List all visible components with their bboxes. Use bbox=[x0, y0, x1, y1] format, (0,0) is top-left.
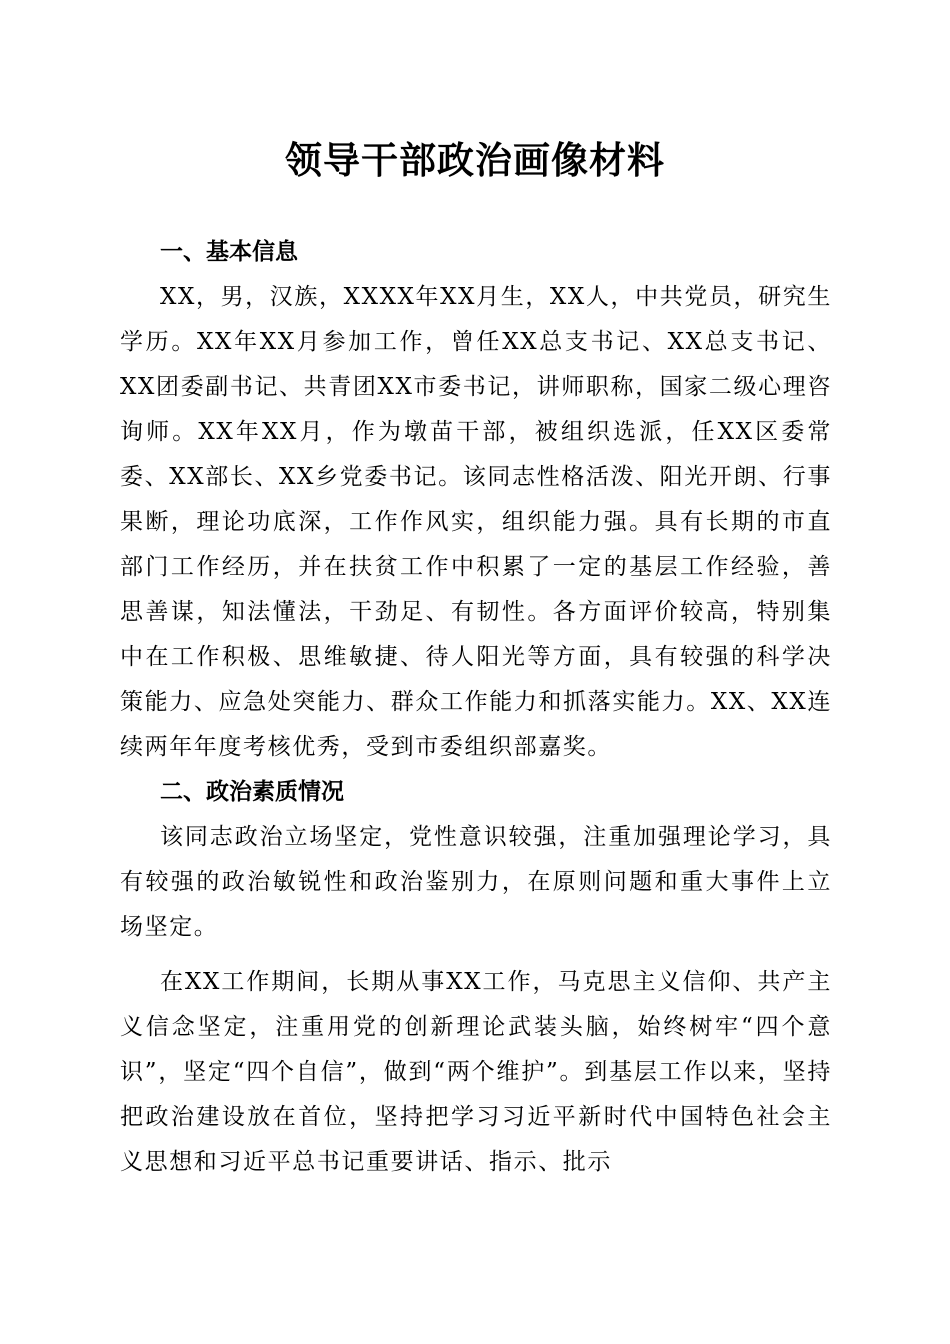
section-heading-political-quality: 二、政治素质情况 bbox=[160, 779, 344, 805]
paragraph-political-stance: 该同志政治立场坚定，党性意识较强，注重加强理论学习，具有较强的政治敏锐性和政治鉴别力，在原则问题和重大事件上立场坚定。 bbox=[120, 824, 832, 940]
paragraph-spacer bbox=[120, 950, 832, 960]
section-heading-basic-info: 一、基本信息 bbox=[160, 239, 298, 265]
paragraph-work-history: 在XX工作期间，长期从事XX工作，马克思主义信仰、共产主义信念坚定，注重用党的创新理论武装头脑，始终树牢“四个意识”，坚定“四个自信”，做到“两个维护”。到基层工作以来，坚持把政治建设放在首位，坚持把学习习近平新时代中国特色社会主义思想和习近平总书记重要讲话、指示、批示 bbox=[120, 969, 832, 1175]
paragraph-basic-info: XX，男，汉族，XXXX年XX月生，XX人，中共党员，研究生学历。XX年XX月参加工作，曾任XX总支书记、XX总支书记、XX团委副书记、共青团XX市委书记，讲师职称，国家二级心理咨询师。XX年XX月，作为墩苗干部，被组织选派，任XX区委常委、XX部长、XX乡党委书记。该同志性格活泼、阳光开朗、行事果断，理论功底深，工作作风实，组织能力强。具有长期的市直部门工作经历，并在扶贫工作中积累了一定的基层工作经验，善思善谋，知法懂法，干劲足、有韧性。各方面评价较高，特别集中在工作积极、思维敏捷、待人阳光等方面，具有较强的科学决策能力、应急处突能力、群众工作能力和抓落实能力。XX、XX连续两年年度考核优秀，受到市委组织部嘉奖。 bbox=[120, 284, 832, 760]
document-title: 领导干部政治画像材料 bbox=[285, 138, 665, 182]
document-body bbox=[120, 230, 832, 1185]
